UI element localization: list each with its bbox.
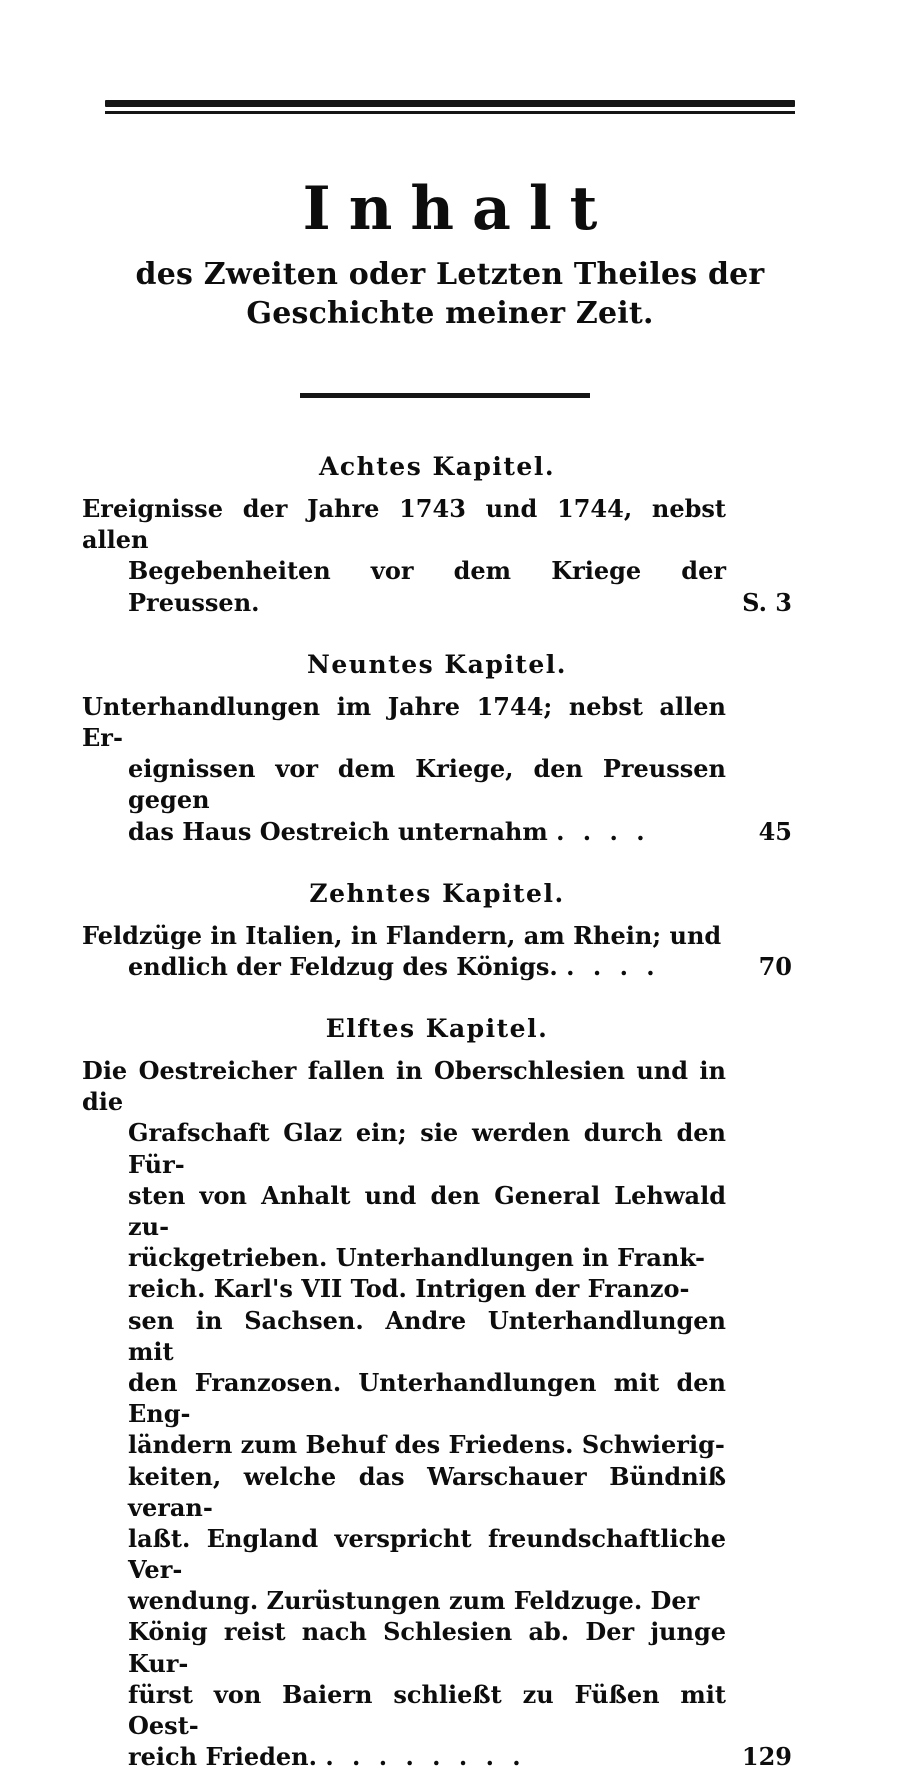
spacer [82, 988, 792, 1014]
toc-chapter-neuntes [82, 650, 792, 847]
leader-dots: . . . . . . . . [325, 1742, 526, 1772]
spacer [82, 624, 792, 650]
chapter-heading: Elftes Kapitel. [325, 1014, 549, 1044]
toc-entry-line-last [82, 951, 726, 982]
toc-chapter-achtes [82, 452, 792, 618]
toc-entry-line: Ereignisse der Jahre 1743 und 1744, nebst allen [82, 494, 726, 555]
toc-entry[interactable] [82, 920, 792, 982]
toc-entry-line: reich. Karl's VII Tod. Intrigen der Franzo- [128, 1274, 690, 1304]
toc-page-number: 129 [741, 1742, 792, 1772]
toc-entry-line: sen in Sachsen. Andre Unterhandlungen mit [128, 1305, 726, 1366]
toc-chapter-zehntes [82, 879, 792, 982]
spacer [82, 853, 792, 879]
chapter-heading: Zehntes Kapitel. [309, 878, 565, 908]
toc-entry-line: Feldzüge in Italien, in Flandern, am Rhein; und [82, 920, 722, 950]
toc-entry-line: fürst von Baiern schließt zu Füßen mit Oest- [128, 1679, 726, 1740]
rule-thin [105, 111, 795, 114]
leader-dots: . . . . [566, 951, 660, 981]
toc-entry-line: Begebenheiten vor dem Kriege der Preussen. [128, 556, 726, 617]
toc-entry-text: endlich der Feldzug des Königs. [128, 951, 558, 981]
page-title: Inhalt [302, 174, 616, 244]
top-double-rule [105, 100, 795, 114]
section-divider-rule [300, 393, 590, 398]
toc-entry-line: König reist nach Schlesien ab. Der junge Kur- [128, 1617, 726, 1678]
toc-entry-line: eignissen vor dem Kriege, den Preussen gegen [128, 754, 726, 815]
toc-entry-line: sten von Anhalt und den General Lehwald zu- [128, 1180, 726, 1241]
toc-page-number [742, 587, 792, 618]
toc-page-number: 45 [758, 816, 792, 846]
toc-entry-line-last [82, 1741, 726, 1772]
toc-entry-line: keiten, welche das Warschauer Bündniß veran- [128, 1461, 726, 1522]
title-block [0, 174, 900, 333]
rule-thick [105, 100, 795, 107]
toc-entry-line: wendung. Zurüstungen zum Feldzuge. Der [128, 1586, 700, 1616]
toc-entry[interactable] [82, 1055, 792, 1772]
toc-entry-text: das Haus Oestreich unternahm [128, 816, 548, 846]
toc-entry-line-last [82, 816, 726, 847]
page-prefix: S. [742, 587, 767, 617]
toc-entry-text: reich Frieden. [128, 1742, 317, 1772]
table-of-contents [82, 452, 792, 1778]
toc-entry[interactable] [82, 493, 792, 618]
page-subtitle: des Zweiten oder Letzten Theiles der Geschichte meiner Zeit. [135, 257, 765, 331]
toc-entry-line: Die Oestreicher fallen in Oberschlesien und in die [82, 1056, 726, 1117]
toc-entry-line: rückgetrieben. Unterhandlungen in Frank- [128, 1243, 705, 1273]
toc-entry-line: Grafschaft Glaz ein; sie werden durch den Für- [128, 1118, 726, 1179]
toc-page-number: 70 [758, 951, 792, 981]
leader-dots: . . . . [556, 816, 650, 846]
toc-entry-line: laßt. England verspricht freundschaftliche Ver- [128, 1523, 726, 1585]
toc-entry-line: den Franzosen. Unterhandlungen mit den Eng- [128, 1367, 726, 1429]
toc-entry-line: ländern zum Behuf des Friedens. Schwierig- [128, 1430, 725, 1460]
page-value: 3 [775, 587, 792, 617]
toc-entry[interactable] [82, 691, 792, 847]
toc-entry-line: Unterhandlungen im Jahre 1744; nebst allen Er- [82, 691, 726, 752]
chapter-heading: Achtes Kapitel. [318, 452, 556, 481]
toc-chapter-elftes [82, 1014, 792, 1772]
chapter-heading: Neuntes Kapitel. [307, 649, 567, 679]
